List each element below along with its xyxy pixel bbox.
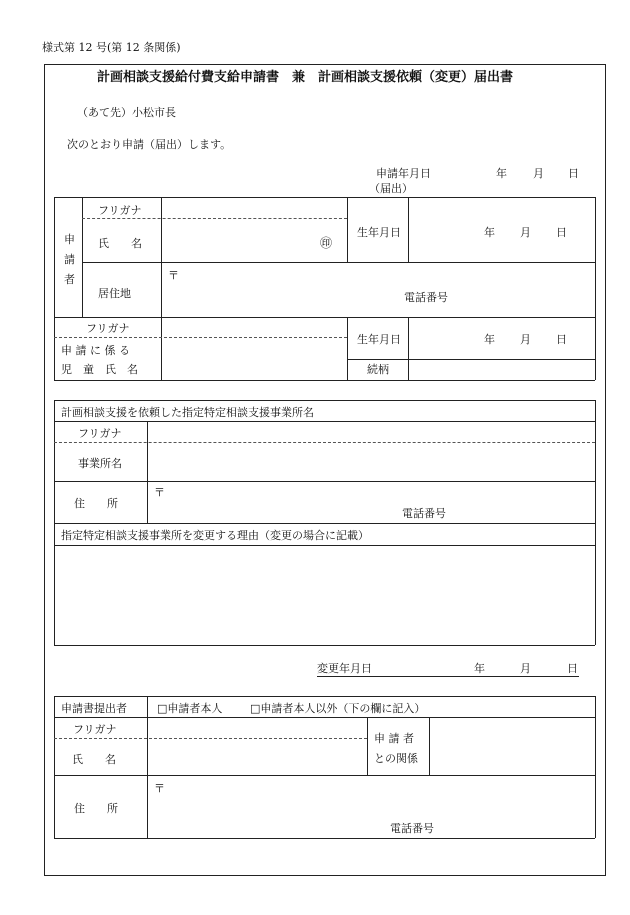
change-date-underline <box>317 676 579 677</box>
submitter-label: 申請書提出者 <box>61 702 127 715</box>
change-date-month: 月 <box>520 662 531 675</box>
applicant-side-label-1: 申 <box>64 233 75 246</box>
form-frame <box>44 64 606 876</box>
child-label-line1: 申 請 に 係 る <box>61 344 130 357</box>
application-year: 年 <box>496 167 507 180</box>
submitter-relation-line1: 申 請 者 <box>374 732 414 745</box>
office-postal-mark: 〒 <box>154 486 165 499</box>
applicant-side-label-3: 者 <box>64 273 75 286</box>
child-birth-year: 年 <box>484 333 495 346</box>
office-phone-label: 電話番号 <box>402 507 446 520</box>
applicant-birth-label: 生年月日 <box>357 226 401 239</box>
seal-mark: ㊞ <box>320 236 333 250</box>
child-birth-label: 生年月日 <box>357 333 401 346</box>
office-name-label: 事業所名 <box>78 457 122 470</box>
intro-text: 次のとおり申請（届出）します。 <box>67 138 232 151</box>
office-address-label: 住 所 <box>74 497 118 510</box>
application-month: 月 <box>533 167 544 180</box>
child-furigana-label: フリガナ <box>86 322 130 335</box>
child-birth-month: 月 <box>520 333 531 346</box>
change-date-label: 変更年月日 <box>317 662 372 675</box>
change-reason-header: 指定特定相談支援事業所を変更する理由（変更の場合に記載） <box>61 529 369 542</box>
submitter-address-label: 住 所 <box>74 802 118 815</box>
applicant-birth-year: 年 <box>484 226 495 239</box>
form-number: 様式第 12 号(第 12 条関係) <box>42 41 181 54</box>
application-day: 日 <box>568 167 579 180</box>
child-birth-day: 日 <box>556 333 567 346</box>
applicant-phone-label: 電話番号 <box>404 291 448 304</box>
office-header: 計画相談支援を依頼した指定特定相談支援事業所名 <box>61 406 314 419</box>
application-date-sub: （届出） <box>369 182 413 195</box>
submitter-furigana-label: フリガナ <box>73 723 117 736</box>
addressee: （あて先）小松市長 <box>77 106 176 119</box>
change-date-year: 年 <box>474 662 485 675</box>
form-title: 計画相談支援給付費支給申請書 兼 計画相談支援依頼（変更）届出書 <box>97 70 514 85</box>
applicant-residence-label: 居住地 <box>98 287 131 300</box>
applicant-postal-mark: 〒 <box>168 269 179 282</box>
submitter-postal-mark: 〒 <box>154 782 165 795</box>
submitter-name-label: 氏 名 <box>72 753 116 766</box>
submitter-option-self[interactable]: □申請者本人 <box>157 702 223 715</box>
applicant-name-label: 氏 名 <box>98 237 142 250</box>
applicant-birth-month: 月 <box>520 226 531 239</box>
change-date-day: 日 <box>567 662 578 675</box>
child-relation-label: 続柄 <box>367 363 389 376</box>
applicant-side-label-2: 請 <box>64 253 75 266</box>
application-date-label: 申請年月日 <box>376 167 431 180</box>
child-label-line2: 児 童 氏 名 <box>61 363 138 376</box>
applicant-birth-day: 日 <box>556 226 567 239</box>
submitter-relation-line2: との関係 <box>374 752 418 765</box>
submitter-phone-label: 電話番号 <box>390 822 434 835</box>
office-furigana-label: フリガナ <box>78 427 122 440</box>
applicant-furigana-label: フリガナ <box>98 204 142 217</box>
submitter-option-other[interactable]: □申請者本人以外（下の欄に記入） <box>250 702 426 715</box>
